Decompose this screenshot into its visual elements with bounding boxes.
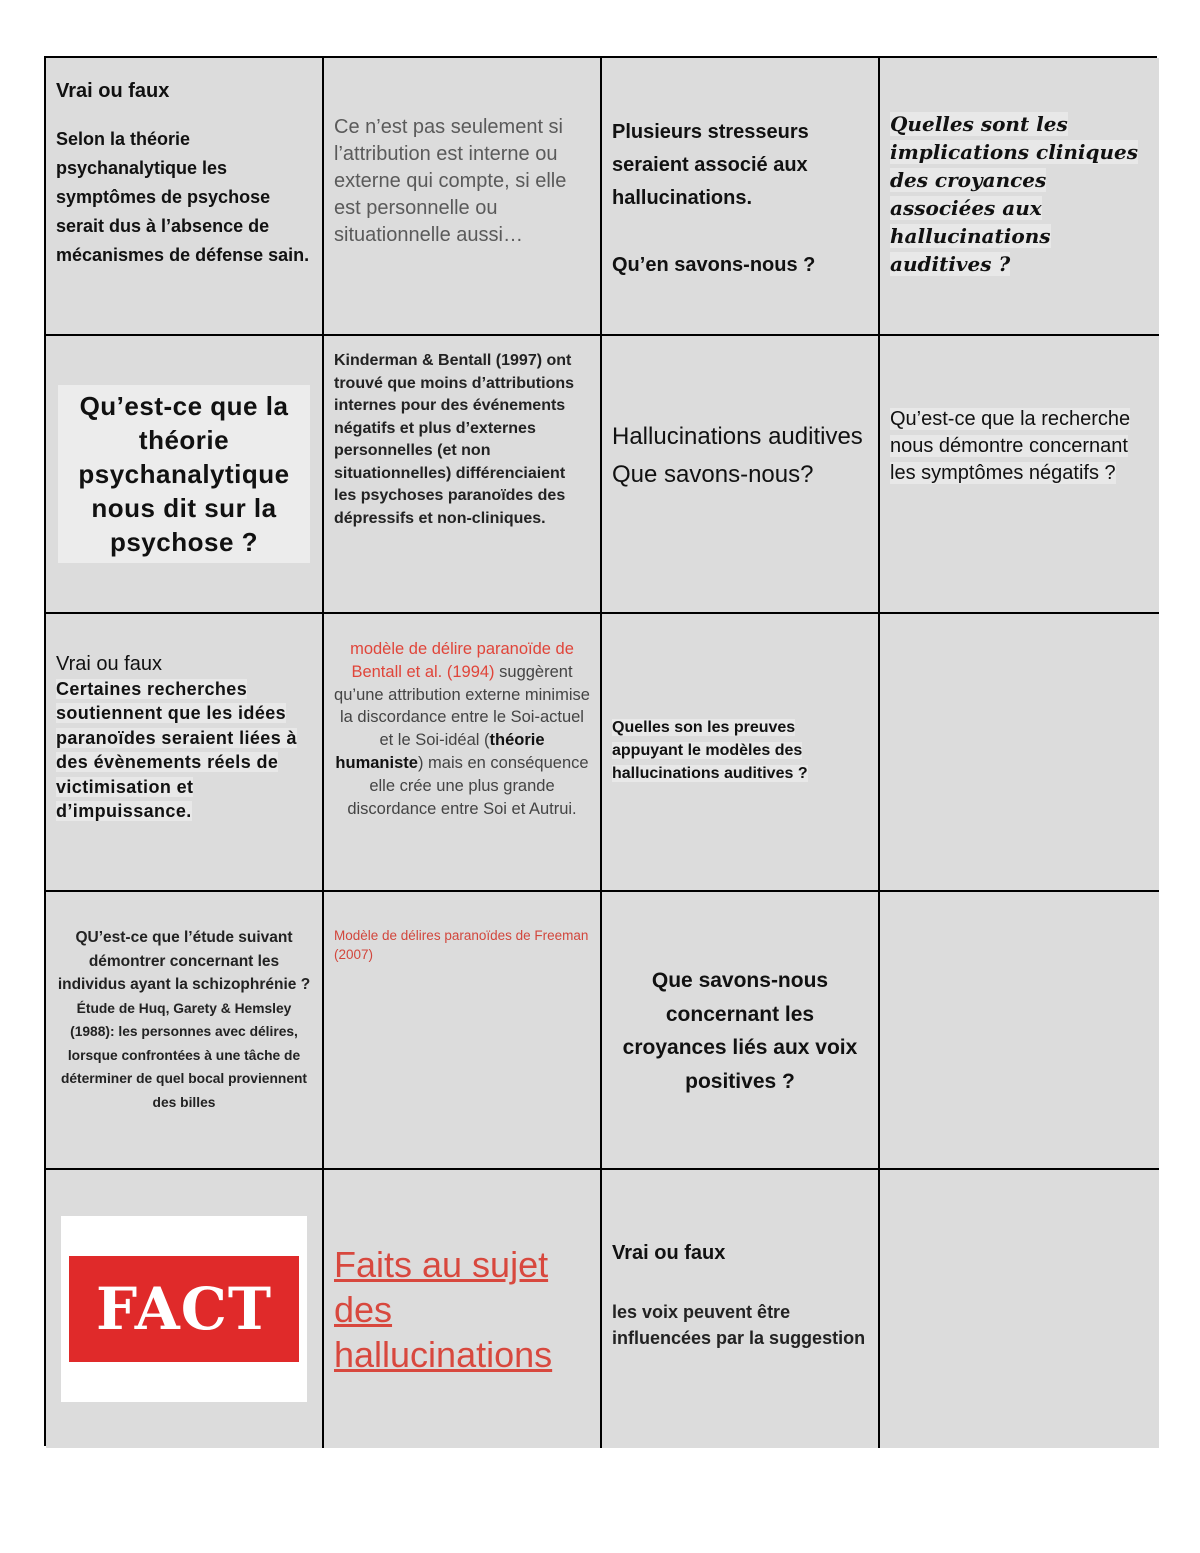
model-reference: modèle de délire paranoïde de Bentall et al. (1994) [350, 640, 574, 681]
card-r2c3[interactable] [602, 336, 880, 614]
card-r2c4[interactable] [880, 336, 1159, 614]
card-text: Kinderman & Bentall (1997) ont trouvé que moins d’attributions internes pour des événements négatifs et plus d’externes personnelles (et non situationnelles) différenciaient les psychoses paranoïdes des dépressifs et non-cliniques. [334, 352, 575, 527]
card-r4c2[interactable] [324, 892, 602, 1170]
card-text: Selon la théorie psychanalytique les symptômes de psychose serait dus à l’absence de mécanismes de défense sain. [56, 129, 310, 265]
fact-image [61, 1216, 307, 1402]
card-r5c1[interactable] [46, 1170, 324, 1448]
card-r4c1[interactable] [46, 892, 324, 1170]
fact-stamp [69, 1256, 299, 1362]
card-question: Que savons-nous? [612, 461, 814, 488]
card-r3c1[interactable] [46, 614, 324, 892]
card-r1c4[interactable] [880, 58, 1159, 336]
card-r1c3[interactable] [602, 58, 880, 336]
card-text: Plusieurs stresseurs seraient associé aux hallucinations. [612, 121, 809, 209]
card-r2c2[interactable] [324, 336, 602, 614]
card-text: Certaines recherches soutiennent que les idées paranoïdes seraient liées à des évènements réels de victimisation et d’impuissance. [56, 678, 297, 821]
card-question: Qu’en savons-nous ? [612, 254, 816, 276]
card-title: Vrai ou faux [56, 80, 170, 102]
card-text: Étude de Huq, Garety & Hemsley (1988): les personnes avec délires, lorsque confrontées à une tâche de déterminer de quel bocal proviennent des billes [60, 1000, 308, 1110]
card-text: Ce n’est pas seulement si l’attribution est interne ou externe qui compte, si elle est personnelle ou situationnelle aussi… [334, 116, 567, 246]
card-r5c3[interactable] [602, 1170, 880, 1448]
card-question: Qu’est-ce que la recherche nous démontre concernant les symptômes négatifs ? [890, 408, 1131, 484]
card-title: Vrai ou faux [56, 653, 162, 675]
card-r1c1[interactable] [46, 58, 324, 336]
card-text: suggèrent qu’une attribution externe minimise la discordance entre le Soi-actuel et le Soi-idéal ( [334, 662, 590, 750]
card-r2c1[interactable] [46, 336, 324, 614]
flashcard-grid [44, 56, 1157, 1446]
card-title: Vrai ou faux [612, 1242, 726, 1264]
card-r3c2[interactable] [324, 614, 602, 892]
card-r4c3[interactable] [602, 892, 880, 1170]
card-r5c2[interactable] [324, 1170, 602, 1448]
card-question: Que savons-nous concernant les croyances liés aux voix positives ? [622, 969, 858, 1093]
card-question: Qu’est-ce que la théorie psychanalytique nous dit sur la psychose ? [58, 385, 310, 563]
card-text-cont: ) mais en conséquence elle crée une plus grande discordance entre Soi et Autrui. [347, 753, 589, 818]
card-r3c4-empty [880, 614, 1159, 892]
fact-stamp-text: FACT [95, 1275, 273, 1343]
card-r4c4-empty [880, 892, 1159, 1170]
card-question: Quelles son les preuves appuyant le modèles des hallucinations auditives ? [612, 719, 808, 782]
card-r3c3[interactable] [602, 614, 880, 892]
card-question: Quelles sont les implications cliniques des croyances associées aux hallucinations auditives ? [890, 112, 1139, 276]
model-reference: Modèle de délires paranoïdes de Freeman (2007) [334, 928, 589, 962]
card-question: QU’est-ce que l’étude suivant démontrer concernant les individus ayant la schizophrénie ? [57, 929, 311, 993]
card-title: Hallucinations auditives [612, 423, 863, 450]
facts-link[interactable]: Faits au sujet des hallucinations [334, 1244, 553, 1375]
card-text: les voix peuvent être influencées par la suggestion [612, 1302, 866, 1348]
card-r5c4-empty [880, 1170, 1159, 1448]
emphasis-text: théorie humaniste [335, 731, 545, 772]
card-r1c2[interactable] [324, 58, 602, 336]
